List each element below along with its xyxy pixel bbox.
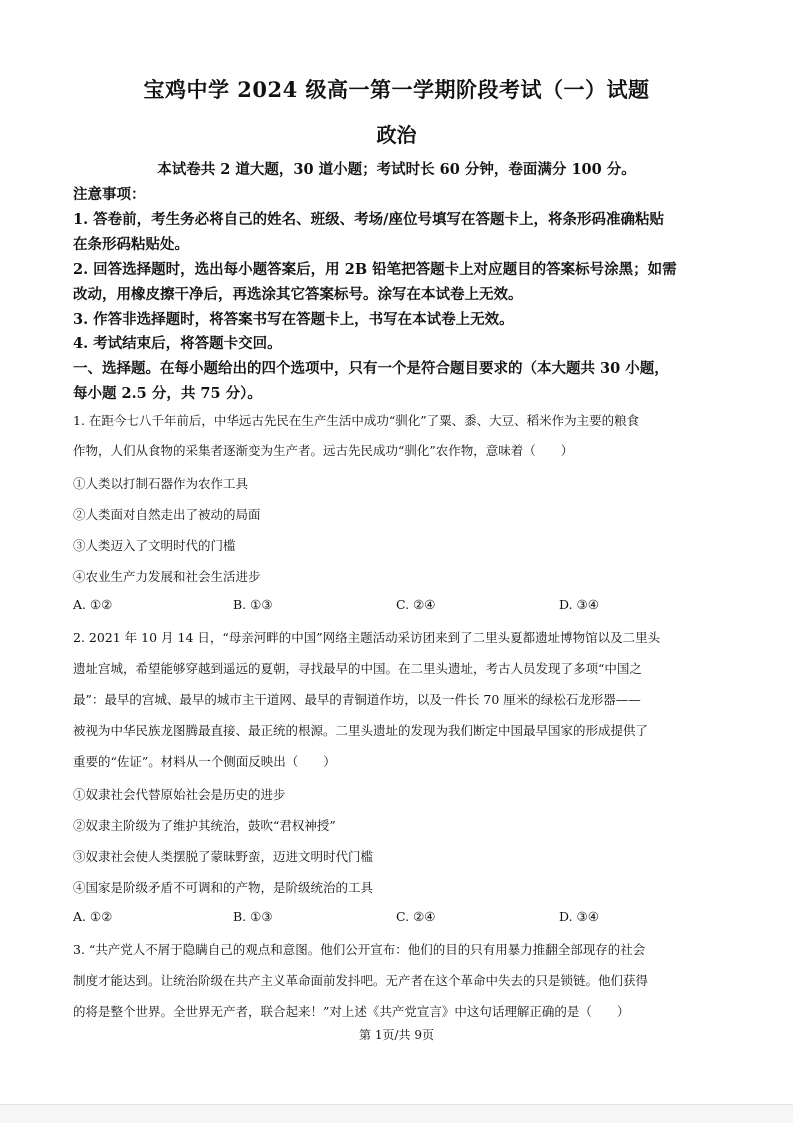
page-bottom-edge: [0, 1104, 793, 1123]
notice-line: 在条形码粘贴处。: [73, 236, 189, 253]
question-1-item: ③人类迈入了文明时代的门槛: [73, 538, 236, 553]
question-2-item: ③奴隶社会使人类摆脱了蒙昧野蛮，迈进文明时代门槛: [73, 849, 374, 864]
question-1-option-b: B. ①③: [233, 597, 273, 612]
section-heading: 每小题 2.5 分，共 75 分）。: [73, 385, 262, 402]
notice-line: 3. 作答非选择题时，将答案书写在答题卡上，书写在本试卷上无效。: [73, 311, 514, 328]
question-1-item: ①人类以打制石器作为农作工具: [73, 476, 249, 491]
question-1-option-a: A. ①②: [73, 597, 113, 612]
exam-intro: 本试卷共 2 道大题，30 道小题；考试时长 60 分钟，卷面满分 100 分。: [157, 161, 636, 178]
question-1-item: ②人类面对自然走出了被动的局面: [73, 507, 261, 522]
question-2-item: ①奴隶社会代替原始社会是历史的进步: [73, 787, 286, 802]
question-2-stem: 2. 2021 年 10 月 14 日，“母亲河畔的中国”网络主题活动采访团来到了二里头夏都遗址博物馆以及二里头: [73, 630, 661, 645]
page-footer: 第 1页/共 9页: [359, 1028, 434, 1042]
question-1-option-c: C. ②④: [396, 597, 436, 612]
question-2-stem: 被视为中华民族龙图腾最直接、最正统的根源。二里头遗址的发现为我们断定中国最早国家的形成提供了: [73, 723, 649, 738]
subject-heading: 政治: [376, 123, 417, 147]
question-1-stem: 1. 在距今七八千年前后，中华远古先民在生产生活中成功“驯化”了粟、黍、大豆、稻米作为主要的粮食: [73, 413, 640, 428]
question-2-item: ④国家是阶级矛盾不可调和的产物，是阶级统治的工具: [73, 880, 374, 895]
question-2-option-d: D. ③④: [559, 909, 599, 924]
notice-line: 改动，用橡皮擦干净后，再选涂其它答案标号。涂写在本试卷上无效。: [73, 286, 523, 303]
question-3-stem: 的将是整个世界。全世界无产者，联合起来！”对上述《共产党宣言》中这句话理解正确的是（ ）: [73, 1004, 630, 1019]
question-2-option-c: C. ②④: [396, 909, 436, 924]
question-3-stem: 3. “共产党人不屑于隐瞒自己的观点和意图。他们公开宣布：他们的目的只有用暴力推翻全部现存的社会: [73, 942, 646, 957]
question-2-option-a: A. ①②: [73, 909, 113, 924]
notice-heading: 注意事项：: [73, 186, 146, 203]
question-2-stem: 重要的“佐证”。材料从一个侧面反映出（ ）: [73, 754, 336, 769]
notice-line: 2. 回答选择题时，选出每小题答案后，用 2B 铅笔把答题卡上对应题目的答案标号涂黑；如需: [73, 261, 677, 278]
page-title: 宝鸡中学 2024 级高一第一学期阶段考试（一）试题: [143, 77, 650, 102]
question-1-item: ④农业生产力发展和社会生活进步: [73, 569, 261, 584]
question-1-option-d: D. ③④: [559, 597, 599, 612]
question-1-stem: 作物，人们从食物的采集者逐渐变为生产者。远古先民成功“驯化”农作物，意味着（ ）: [73, 443, 574, 458]
notice-line: 1. 答卷前，考生务必将自己的姓名、班级、考场/座位号填写在答题卡上，将条形码准确粘贴: [73, 211, 664, 228]
section-heading: 一、选择题。在每小题给出的四个选项中，只有一个是符合题目要求的（本大题共 30 小题，: [73, 360, 669, 377]
question-2-stem: 遗址宫城，希望能够穿越到遥远的夏朝，寻找最早的中国。在二里头遗址，考古人员发现了多项“中国之: [73, 661, 642, 676]
question-3-stem: 制度才能达到。让统治阶级在共产主义革命面前发抖吧。无产者在这个革命中失去的只是锁链。他们获得: [73, 973, 649, 988]
notice-line: 4. 考试结束后，将答题卡交回。: [73, 335, 282, 352]
question-2-option-b: B. ①③: [233, 909, 273, 924]
question-2-stem: 最”：最早的宫城、最早的城市主干道网、最早的青铜道作坊，以及一件长 70 厘米的绿松石龙形器——: [73, 692, 641, 707]
question-2-item: ②奴隶主阶级为了维护其统治，鼓吹“君权神授”: [73, 818, 336, 833]
